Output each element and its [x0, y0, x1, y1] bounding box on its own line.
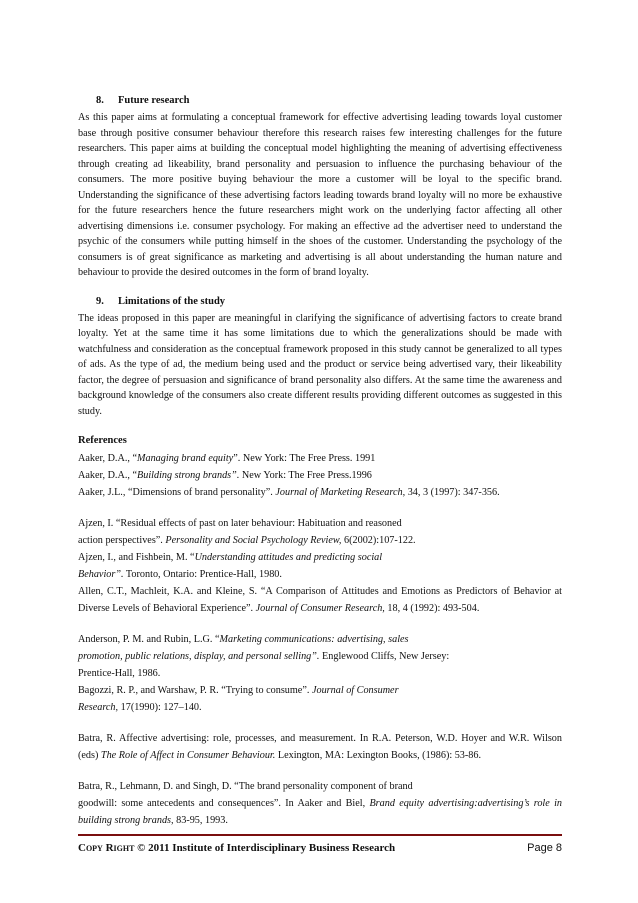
section-8-body: As this paper aims at formulating a conceptual framework for effective advertising leading towards loyal customer base through positive consumer behaviour therefore this research raises few interesting challenges for the future researchers. This paper aims at building the conceptual model highlighting the meaning of advertising effectiveness through creating ad likeability, brand personality and persuasion to influence the purchasing behaviour of the consumers. The more positive buying behaviour the more a customer will be loyal to the specific brand. Understanding the significance of these advertising factors leading towards brand loyalty will no more be exhaustive for the future researchers hence the future researchers might work on the underlying factor affecting all other advertising dimensions i.e. consumer psychology. For making an effective ad the advertiser need to understand the psychic of the consumers while putting himself in the shoes of the customer. Understanding the psychology of the consumers is of great significance as marketing and advertising is all about understanding the human nature and behaviour to provide the desired outcomes in the form of brand loyalty. — [78, 112, 562, 278]
reference-2: Aaker, D.A., “Building strong brands”. New York: The Free Press.1996 — [78, 470, 372, 481]
footer-rule — [78, 834, 562, 836]
reference-5-line-2: Behavior”. Toronto, Ontario: Prentice-Hall, 1980. — [78, 569, 282, 580]
page-content — [78, 94, 562, 829]
section-9-number: 9. — [96, 295, 104, 307]
reference-9: Batra, R. Affective advertising: role, processes, and measurement. In R.A. Peterson, W.D. Hoyer and W.R. Wilson (eds) The Role of Affect in Consumer Behaviour. Lexington, MA: Lexington Books, (1986): 53-86. — [78, 733, 562, 761]
reference-4-line-2: action perspectives”. Personality and Social Psychology Review, 6(2002):107-122. — [78, 535, 416, 546]
reference-3: Aaker, J.L., “Dimensions of brand personality”. Journal of Marketing Research, 34, 3 (1997): 347-356. — [78, 487, 500, 498]
section-9-heading — [78, 295, 562, 309]
reference-8-line-2: Research, 17(1990): 127–140. — [78, 702, 202, 713]
reference-7-line-1: Anderson, P. M. and Rubin, L.G. “Marketing communications: advertising, sales — [78, 634, 409, 645]
references-title: References — [78, 435, 127, 446]
section-9-body: The ideas proposed in this paper are meaningful in clarifying the significance of advertising factors to create brand loyalty. Yet at the same time it has some limitations due to which the generalizations should be made with watchfulness and consideration as the conceptual framework proposed in this study cannot be generalized to all types of ads. As the type of ad, the medium being used and the product or service being advertised vary, their likeability factor, the degree of persuasion and significance of brand personality also differs. At the same time the awareness and background knowledge of the consumers also create different results providing different outcomes as suggested in this study. — [78, 312, 562, 417]
reference-6: Allen, C.T., Machleit, K.A. and Kleine, S. “A Comparison of Attitudes and Emotions as Predictors of Behavior at Diverse Levels of Behavioral Experience”. Journal of Consumer Research, 18, 4 (1992): 493-504. — [78, 586, 562, 614]
section-8-number: 8. — [96, 95, 104, 106]
reference-10-line-2: goodwill: some antecedents and consequences”. In Aaker and Biel, Brand equity advertising:advertising’s role in building strong brands, 83-95, 1993. — [78, 798, 562, 826]
section-8-title: Future research — [118, 95, 190, 106]
reference-1: Aaker, D.A., “Managing brand equity”. New York: The Free Press. 1991 — [78, 453, 376, 464]
footer-copyright: Copy Right © 2011 Institute of Interdisciplinary Business Research — [78, 842, 396, 854]
reference-10-line-1: Batra, R., Lehmann, D. and Singh, D. “The brand personality component of brand — [78, 781, 413, 792]
reference-7-line-2: promotion, public relations, display, and personal selling”. Englewood Cliffs, New Jersey: — [78, 651, 450, 662]
reference-5-line-1: Ajzen, I., and Fishbein, M. “Understanding attitudes and predicting social — [78, 552, 383, 563]
section-8-heading — [78, 94, 562, 108]
section-9-title: Limitations of the study — [118, 295, 226, 307]
reference-4-line-1: Ajzen, I. “Residual effects of past on later behaviour: Habituation and reasoned — [78, 518, 402, 529]
reference-8-line-1: Bagozzi, R. P., and Warshaw, P. R. “Trying to consume”. Journal of Consumer — [78, 685, 399, 696]
page-footer — [78, 834, 562, 854]
page-number: Page 8 — [527, 842, 562, 854]
reference-7-line-3: Prentice-Hall, 1986. — [78, 668, 161, 679]
